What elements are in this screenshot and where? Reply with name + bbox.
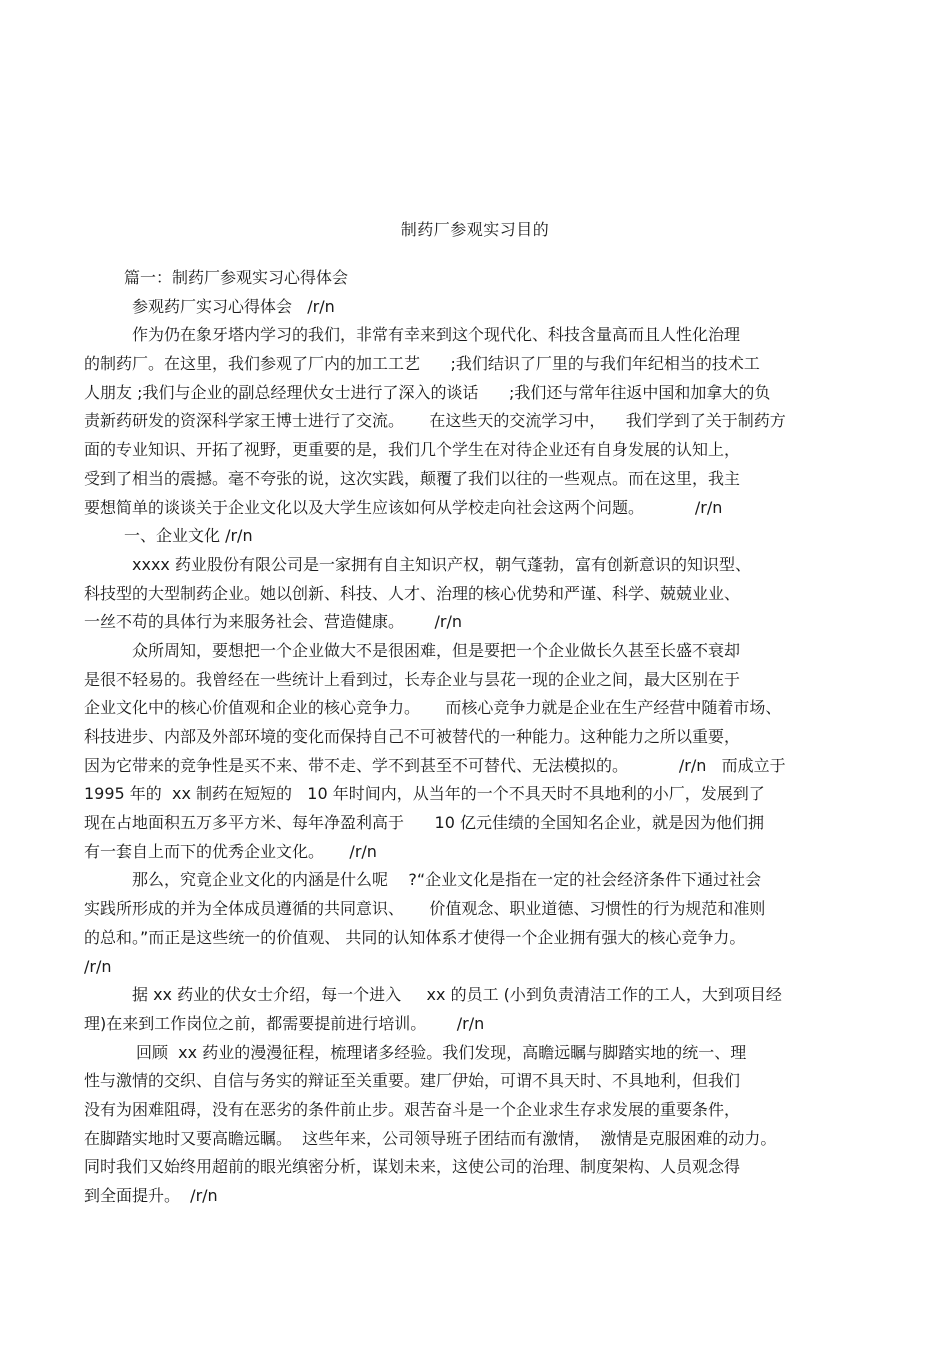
body-line: 企业文化中的核心价值观和企业的核心竞争力。 而核心竞争力就是企业在生产经营中随着市场、 (84, 698, 782, 718)
document-body (84, 264, 874, 1211)
body-line: 理)在来到工作岗位之前，都需要提前进行培训。 /r/n (84, 1013, 485, 1033)
body-line: 的制药厂。在这里，我们参观了厂内的加工工艺 ;我们结识了厂里的与我们年纪相当的技术工 (84, 354, 760, 374)
body-line: 要想简单的谈谈关于企业文化以及大学生应该如何从学校走向社会这两个问题。 /r/n (84, 497, 723, 517)
body-line: 性与激情的交织、自信与务实的辩证至关重要。建厂伊始，可谓不具天时、不具地利，但我们 (84, 1071, 741, 1091)
body-line: 那么，究竟企业文化的内涵是什么呢 ?“企业文化是指在一定的社会经济条件下通过社会 (132, 870, 762, 890)
body-line: 面的专业知识、开拓了视野，更重要的是，我们几个学生在对待企业还有自身发展的认知上， (84, 440, 741, 460)
body-line: 同时我们又始终用超前的眼光缜密分析，谋划未来，这使公司的治理、制度架构、人员观念得 (84, 1157, 741, 1177)
body-line: 一丝不苟的具体行为来服务社会、营造健康。 /r/n (84, 612, 463, 632)
body-line: 据 xx 药业的伏女士介绍，每一个进入 xx 的员工 (小到负责清洁工作的工人，大到项目经 (132, 985, 782, 1005)
body-line: 因为它带来的竞争性是买不来、带不走、学不到甚至不可替代、无法模拟的。 /r/n 而成立于 (84, 755, 786, 775)
body-line: 到全面提升。 /r/n (84, 1186, 218, 1205)
body-line: 没有为困难阻碍，没有在恶劣的条件前止步。艰苦奋斗是一个企业求生存求发展的重要条件， (84, 1099, 741, 1119)
body-line: 的总和。”而正是这些统一的价值观、 共同的认知体系才使得一个企业拥有强大的核心竞争力。 (84, 927, 746, 947)
body-line: 受到了相当的震撼。毫不夸张的说，这次实践，颠覆了我们以往的一些观点。而在这里，我主 (84, 468, 741, 488)
body-line: 参观药厂实习心得体会 /r/n (132, 296, 335, 316)
document-title: 制药厂参观实习目的 (400, 220, 550, 239)
body-line: 人朋友 ;我们与企业的副总经理伏女士进行了深入的谈话 ;我们还与常年往返中国和加拿大的负 (84, 382, 771, 402)
body-line: 科技进步、内部及外部环境的变化而保持自己不可被替代的一种能力。这种能力之所以重要， (84, 727, 741, 746)
body-line: 回顾 xx 药业的漫漫征程，梳理诸多经验。我们发现，高瞻远瞩与脚踏实地的统一、理 (136, 1042, 747, 1062)
body-line: 有一套自上而下的优秀企业文化。 /r/n (84, 841, 377, 861)
body-line: 篇一：制药厂参观实习心得体会 (124, 268, 349, 287)
body-line: 一、企业文化 /r/n (124, 526, 253, 546)
body-line: 是很不轻易的。我曾经在一些统计上看到过，长寿企业与昙花一现的企业之间，最大区别在于 (84, 669, 741, 689)
body-line: 作为仍在象牙塔内学习的我们，非常有幸来到这个现代化、科技含量高而且人性化治理 (132, 325, 741, 345)
body-line: /r/n (84, 956, 112, 976)
body-line: 科技型的大型制药企业。她以创新、科技、人才、治理的核心优势和严谨、科学、兢兢业业、 (84, 583, 741, 603)
body-line: 责新药研发的资深科学家王博士进行了交流。 在这些天的交流学习中， 我们学到了关于制药方 (84, 411, 786, 431)
body-line: 现在占地面积五万多平方米、每年净盈利高于 10 亿元佳绩的全国知名企业，就是因为他们拥 (84, 813, 764, 833)
body-line: 实践所形成的并为全体成员遵循的共同意识、 价值观念、职业道德、习惯性的行为规范和准则 (84, 899, 766, 919)
body-line: 众所周知，要想把一个企业做大不是很困难，但是要把一个企业做长久甚至长盛不衰却 (132, 640, 741, 660)
body-line: 1995 年的 xx 制药在短短的 10 年时间内，从当年的一个不具天时不具地利的小厂，发展到了 (84, 784, 765, 804)
body-line: 在脚踏实地时又要高瞻远瞩。 这些年来，公司领导班子团结而有激情， 激情是克服困难的动力。 (84, 1128, 777, 1148)
body-line: xxxx 药业股份有限公司是一家拥有自主知识产权，朝气蓬勃，富有创新意识的知识型、 (132, 554, 751, 574)
